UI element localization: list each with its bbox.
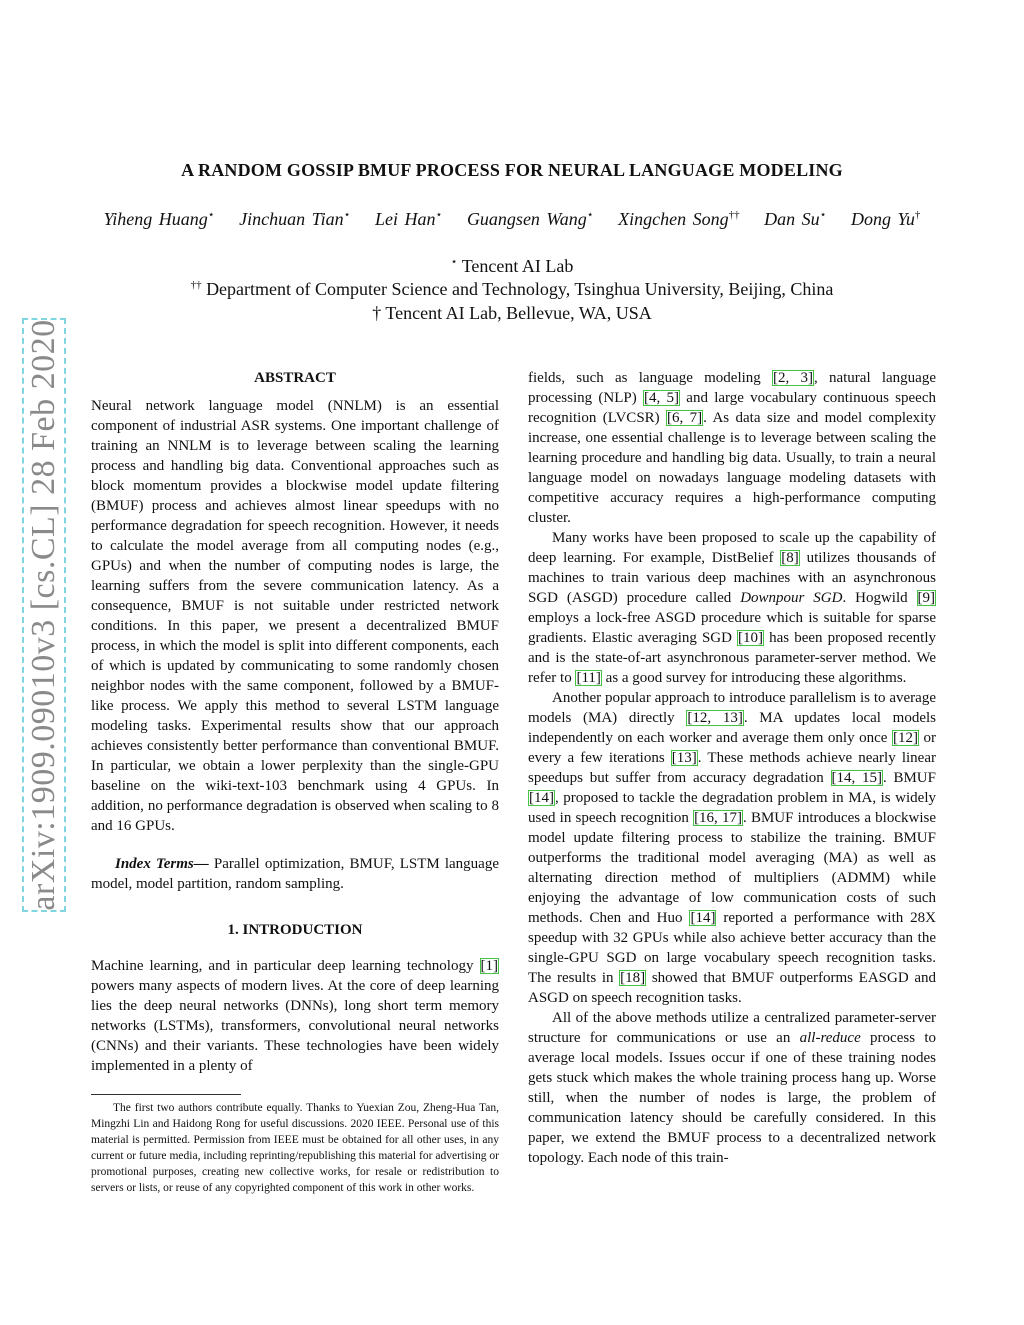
body-paragraph: Another popular approach to introduce parallelism is to average models (MA) directly [12, 13]. MA updates local models independently on each worker and average them only once [12] or every a few iterations [13]. These methods achieve nearly linear speedups but suffer from accuracy degradation [14, 15]. BMUF [14], proposed to tackle the degradation problem in MA, is widely used in speech recognition [16, 17]. BMUF introduces a blockwise model update filtering process to stabilize the training. BMUF outperforms the traditional model averaging (MA) as well as alternating direction method of multipliers (ADMM) while enjoying the advantage of low communication costs of such methods. Chen and Huo [14] reported a performance with 28X speedup with 32 GPUs while also achieve better accuracy than the single-GPU SGD on large vocabulary speech recognition tasks. The results in [18] showed that BMUF outperforms EASGD and ASGD on speech recognition tasks. (528, 690, 937, 1006)
author: Yiheng Huang⋆ (103, 209, 215, 229)
citation-link[interactable]: [10] (738, 630, 764, 646)
citation-link[interactable]: [4, 5] (644, 390, 680, 406)
footnote: The first two authors contribute equally. Thanks to Yuexian Zou, Zheng-Hua Tan, Mingzhi Lin and Haidong Rong for useful discussions. 2020 IEEE. Personal use of this material is permitted. Permission from IEEE must be obtained for all other uses, in any current or future media, including reprinting/republishing this material for advertising or promotional purposes, creating new collective works, for resale or redistribution to servers or lists, or reuse of any copyrighted component of this work in other works. (91, 1102, 499, 1194)
citation-link[interactable]: [13] (671, 750, 697, 766)
introduction-paragraph: Machine learning, and in particular deep learning technology [1] powers many aspects of modern lives. At the core of deep learning lies the deep neural networks (DNNs), long short term memory networks (LSTMs), transformers, convolutional neural networks (CNNs) and their variants. These technologies have been widely implemented in a plenty of (91, 958, 499, 1074)
author: Jinchuan Tian⋆ (239, 209, 351, 229)
author: Guangsen Wang⋆ (466, 209, 594, 229)
body-paragraph: fields, such as language modeling [2, 3], natural language processing (NLP) [4, 5] and large vocabulary continuous speech recognition (LVCSR) [6, 7]. As data size and model complexity increase, one essential challenge is to leverage between scaling the learning procedure and handling big data. Usually, to train a neural language model on nowadays language modeling datasets with competitive accuracy requires a high-performance computing cluster. (528, 370, 936, 526)
body-paragraph: All of the above methods utilize a centralized parameter-server structure for communications or use an all-reduce process to average local models. Issues occur if one of these training nodes gets stuck which makes the whole training process hang up. Worse still, when the number of nodes is large, the problem of communication latency should be carefully considered. In this paper, we extend the BMUF process to a decentralized network topology. Each node of this train- (528, 1010, 937, 1166)
citation-link[interactable]: [2, 3] (773, 370, 813, 386)
right-column (528, 368, 936, 1168)
footnote-divider (91, 1094, 241, 1095)
author: Dan Su⋆ (764, 209, 827, 229)
abstract-text: Neural network language model (NNLM) is an essential component of industrial ASR systems. One important challenge of training an NNLM is to leverage between scaling the learning process and handling big data. Conventional approaches such as block momentum provides a blockwise model update filtering (BMUF) process and achieves almost linear speedups with no performance degradation for speech recognition. However, it needs to calculate the model average from all computing nodes (e.g., GPUs) and when the number of computing nodes is large, the learning suffers from the severe communication latency. As a consequence, BMUF is not suitable under restricted network conditions. In this paper, we present a decentralized BMUF process, in which the model is split into different components, each of which is updated by communicating to some randomly chosen neighbor nodes with the same component, followed by a BMUF-like process. We apply this method to several LSTM language modeling tasks. Experimental results show that our approach achieves consistently better performance than conventional BMUF. In particular, we obtain a lower perplexity than the single-GPU baseline on the wiki-text-103 benchmark using 4 GPUs. In addition, no performance degradation is observed when scaling to 8 and 16 GPUs. (91, 398, 499, 834)
citation-link[interactable]: [14] (690, 910, 716, 926)
affiliation: † Tencent AI Lab, Bellevue, WA, USA (372, 303, 652, 323)
citation-link[interactable]: [18] (620, 970, 646, 986)
author: Lei Han⋆ (375, 209, 443, 229)
citation-link[interactable]: [8] (781, 550, 799, 566)
introduction-heading: 1. INTRODUCTION (227, 922, 363, 938)
author-list (0, 208, 1024, 230)
citation-link[interactable]: [14] (529, 790, 554, 806)
citation-link[interactable]: [9] (917, 590, 936, 606)
paper-title: A RANDOM GOSSIP BMUF PROCESS FOR NEURAL LANGUAGE MODELING (181, 160, 843, 180)
arxiv-identifier: arXiv:1909.09010v3 [cs.CL] 28 Feb 2020 (25, 319, 62, 911)
citation-link[interactable]: [1] (480, 958, 498, 974)
citation-link[interactable]: [12] (892, 730, 918, 746)
citation-link[interactable]: [12, 13] (687, 710, 743, 726)
citation-link[interactable]: [11] (576, 670, 601, 686)
affiliation: †† Department of Computer Science and Technology, Tsinghua University, Beijing, China (190, 279, 834, 299)
citation-link[interactable]: [6, 7] (667, 410, 703, 426)
index-terms: Index Terms— Parallel optimization, BMUF, LSTM language model, model partition, random sampling. (91, 856, 499, 892)
author: Dong Yu† (851, 209, 921, 229)
affiliation: ⋆ Tencent AI Lab (450, 256, 574, 276)
body-paragraph: Many works have been proposed to scale up the capability of deep learning. For example, DistBelief [8] utilizes thousands of machines to train various deep machines with an asynchronous SGD (ASGD) procedure called Downpour SGD. Hogwild [9] employs a lock-free ASGD procedure which is suitable for sparse gradients. Elastic averaging SGD [10] has been proposed recently and is the state-of-art asynchronous parameter-server method. We refer to [11] as a good survey for introducing these algorithms. (528, 530, 936, 686)
arxiv-identifier-box (22, 318, 66, 912)
citation-link[interactable]: [16, 17] (694, 810, 742, 826)
citation-link[interactable]: [14, 15] (831, 770, 882, 786)
author: Xingchen Song†† (618, 209, 740, 229)
abstract-heading: ABSTRACT (254, 370, 336, 386)
left-column (91, 368, 499, 1076)
